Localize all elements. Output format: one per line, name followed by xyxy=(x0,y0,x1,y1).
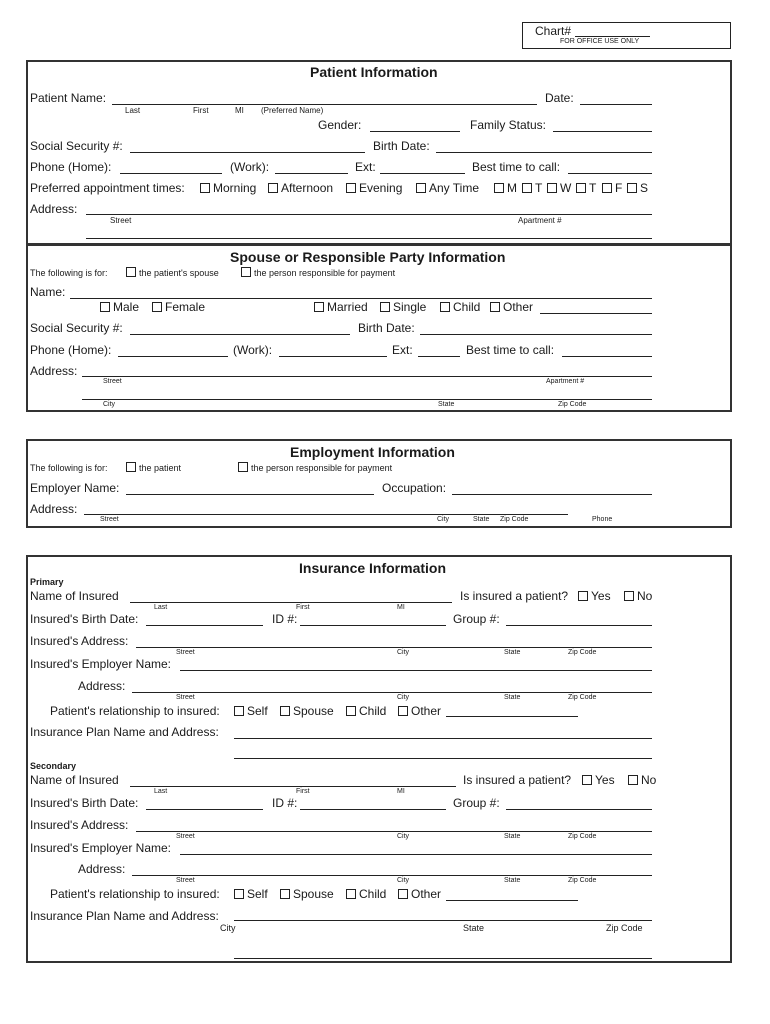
patient-name-label: Patient Name: xyxy=(30,91,107,105)
spouse-option-checkbox[interactable] xyxy=(126,267,136,277)
spouse-ssn-field[interactable] xyxy=(130,334,350,335)
morning-option[interactable] xyxy=(200,181,256,195)
any-time-label: Any Time xyxy=(429,181,480,195)
secondary-address-label: Insured's Address: xyxy=(30,818,129,832)
spouse-phone-work-label: (Work): xyxy=(233,343,273,357)
employment-patient-checkbox[interactable] xyxy=(126,462,136,472)
female-label: Female xyxy=(165,300,206,314)
family-status-field[interactable] xyxy=(553,131,652,132)
spouse-birth-date-label: Birth Date: xyxy=(358,321,415,335)
day-s-checkbox[interactable] xyxy=(627,183,637,193)
secondary-state-caption: State xyxy=(504,833,521,840)
primary-group-field[interactable] xyxy=(506,625,652,626)
afternoon-label: Afternoon xyxy=(281,181,334,195)
primary-group-label: Group #: xyxy=(453,612,500,626)
primary-employer-address-field[interactable] xyxy=(132,692,652,693)
child-checkbox[interactable] xyxy=(440,302,450,312)
single-checkbox[interactable] xyxy=(380,302,390,312)
female-checkbox[interactable] xyxy=(152,302,162,312)
single-option[interactable] xyxy=(380,300,426,314)
gender-label: Gender: xyxy=(318,118,362,132)
secondary-street-caption: Street xyxy=(176,833,195,840)
secondary-plan-label: Insurance Plan Name and Address: xyxy=(30,909,219,923)
secondary-address-field[interactable] xyxy=(136,831,652,832)
primary-employer-name-field[interactable] xyxy=(180,670,652,671)
female-option[interactable] xyxy=(152,300,205,314)
secondary-employer-name-label: Insured's Employer Name: xyxy=(30,841,172,855)
payment-option-checkbox[interactable] xyxy=(241,267,251,277)
secondary-plan-field[interactable] xyxy=(234,920,652,921)
secondary-group-field[interactable] xyxy=(506,809,652,810)
date-label: Date: xyxy=(545,91,574,105)
employment-state-caption: State xyxy=(473,516,490,523)
spouse-name-label: Name: xyxy=(30,285,66,299)
secondary-self-label: Self xyxy=(247,887,268,901)
ssn-label: Social Security #: xyxy=(30,139,123,153)
secondary-no-checkbox[interactable] xyxy=(628,775,638,785)
patient-address-label: Address: xyxy=(30,202,78,216)
day-t2-label: T xyxy=(589,181,597,195)
any-time-option[interactable] xyxy=(416,181,479,195)
primary-other-option[interactable] xyxy=(398,704,441,718)
chart-number-field[interactable] xyxy=(575,36,650,37)
preferred-times-label: Preferred appointment times: xyxy=(30,181,185,195)
other-field[interactable] xyxy=(540,313,652,314)
secondary-plan-state-caption: State xyxy=(463,923,485,933)
primary-address-label: Insured's Address: xyxy=(30,634,129,648)
secondary-no-label: No xyxy=(641,773,657,787)
secondary-is-patient-label: Is insured a patient? xyxy=(463,773,572,787)
primary-no-checkbox[interactable] xyxy=(624,591,634,601)
secondary-employer-address-field[interactable] xyxy=(132,875,652,876)
secondary-mi-caption: MI xyxy=(397,788,405,795)
primary-spouse-option[interactable] xyxy=(280,704,334,718)
secondary-child-checkbox[interactable] xyxy=(346,889,356,899)
day-t1-label: T xyxy=(535,181,543,195)
spouse-street-caption: Street xyxy=(103,378,122,385)
primary-zip-caption: Zip Code xyxy=(568,649,597,656)
child-label: Child xyxy=(453,300,481,314)
spouse-name-field[interactable] xyxy=(70,298,652,299)
spouse-zip-caption: Zip Code xyxy=(558,401,587,408)
primary-employer-state-caption: State xyxy=(504,694,521,701)
patient-address-line2[interactable] xyxy=(86,238,652,239)
spouse-ext-field[interactable] xyxy=(418,356,460,357)
spouse-state-caption: State xyxy=(438,401,455,408)
day-t1-option[interactable] xyxy=(522,181,542,195)
last-caption: Last xyxy=(125,106,141,115)
ext-field[interactable] xyxy=(380,173,465,174)
secondary-plan-field-line2[interactable] xyxy=(234,958,652,959)
secondary-name-insured-field[interactable] xyxy=(130,786,456,787)
secondary-birth-date-field[interactable] xyxy=(146,809,263,810)
primary-name-insured-field[interactable] xyxy=(130,602,452,603)
employment-following-label: The following is for: xyxy=(30,463,108,473)
ssn-field[interactable] xyxy=(130,152,365,153)
phone-home-field[interactable] xyxy=(120,173,222,174)
primary-other-label: Other xyxy=(411,704,442,718)
day-w-checkbox[interactable] xyxy=(547,183,557,193)
primary-street-caption: Street xyxy=(176,649,195,656)
primary-state-caption: State xyxy=(504,649,521,656)
primary-address-field[interactable] xyxy=(136,647,652,648)
primary-yes-option[interactable] xyxy=(578,589,611,603)
spouse-following-label: The following is for: xyxy=(30,268,108,278)
evening-label: Evening xyxy=(359,181,403,195)
primary-other-checkbox[interactable] xyxy=(398,706,408,716)
employment-option-payment[interactable] xyxy=(238,462,392,473)
secondary-zip-caption: Zip Code xyxy=(568,833,597,840)
secondary-plan-city-caption: City xyxy=(220,923,236,933)
secondary-city-caption: City xyxy=(397,833,410,840)
insurance-section-title: Insurance Information xyxy=(299,560,447,576)
mi-caption: MI xyxy=(235,106,244,115)
secondary-yes-option[interactable] xyxy=(582,773,615,787)
primary-no-option[interactable] xyxy=(624,589,652,603)
spouse-phone-home-field[interactable] xyxy=(118,356,228,357)
preferred-name-caption: (Preferred Name) xyxy=(261,106,324,115)
day-s-option[interactable] xyxy=(627,181,648,195)
primary-employer-street-caption: Street xyxy=(176,694,195,701)
employment-payment-checkbox[interactable] xyxy=(238,462,248,472)
primary-relationship-label: Patient's relationship to insured: xyxy=(50,704,220,718)
spouse-apartment-caption: Apartment # xyxy=(546,378,585,385)
patient-address-field[interactable] xyxy=(86,214,652,215)
spouse-option-spouse[interactable] xyxy=(126,267,219,278)
primary-child-option[interactable] xyxy=(346,704,386,718)
secondary-employer-street-caption: Street xyxy=(176,877,195,884)
primary-id-field[interactable] xyxy=(300,625,446,626)
married-option[interactable] xyxy=(314,300,368,314)
primary-self-label: Self xyxy=(247,704,268,718)
employment-section-title: Employment Information xyxy=(290,444,455,460)
date-field[interactable] xyxy=(580,104,652,105)
secondary-group-label: Group #: xyxy=(453,796,500,810)
day-f-checkbox[interactable] xyxy=(602,183,612,193)
employment-city-caption: City xyxy=(437,516,450,523)
employment-zip-caption: Zip Code xyxy=(500,516,529,523)
primary-plan-label: Insurance Plan Name and Address: xyxy=(30,725,219,739)
best-time-label: Best time to call: xyxy=(472,160,561,174)
spouse-birth-date-field[interactable] xyxy=(420,334,652,335)
employer-name-label: Employer Name: xyxy=(30,481,120,495)
primary-is-patient-label: Is insured a patient? xyxy=(460,589,569,603)
secondary-spouse-option[interactable] xyxy=(280,887,334,901)
primary-spouse-checkbox[interactable] xyxy=(280,706,290,716)
employment-payment-label: the person responsible for payment xyxy=(251,463,393,473)
single-label: Single xyxy=(393,300,427,314)
male-option[interactable] xyxy=(100,300,139,314)
day-w-option[interactable] xyxy=(547,181,571,195)
day-m-option[interactable] xyxy=(494,181,517,195)
secondary-spouse-checkbox[interactable] xyxy=(280,889,290,899)
secondary-first-caption: First xyxy=(296,788,310,795)
payment-option-label: the person responsible for payment xyxy=(254,268,396,278)
primary-birth-date-label: Insured's Birth Date: xyxy=(30,612,139,626)
birth-date-field[interactable] xyxy=(436,152,652,153)
spouse-phone-home-label: Phone (Home): xyxy=(30,343,112,357)
primary-employer-name-label: Insured's Employer Name: xyxy=(30,657,172,671)
ext-label: Ext: xyxy=(355,160,376,174)
evening-checkbox[interactable] xyxy=(346,183,356,193)
employment-address-label: Address: xyxy=(30,502,78,516)
apartment-caption: Apartment # xyxy=(518,216,562,225)
other-checkbox[interactable] xyxy=(490,302,500,312)
primary-name-insured-label: Name of Insured xyxy=(30,589,119,603)
primary-plan-field-line2[interactable] xyxy=(234,758,652,759)
spouse-ssn-label: Social Security #: xyxy=(30,321,123,335)
morning-label: Morning xyxy=(213,181,257,195)
secondary-spouse-label: Spouse xyxy=(293,887,334,901)
afternoon-option[interactable] xyxy=(268,181,333,195)
family-status-label: Family Status: xyxy=(470,118,547,132)
primary-city-caption: City xyxy=(397,649,410,656)
secondary-child-label: Child xyxy=(359,887,387,901)
primary-employer-address-label: Address: xyxy=(78,679,126,693)
married-label: Married xyxy=(327,300,368,314)
secondary-birth-date-label: Insured's Birth Date: xyxy=(30,796,139,810)
day-t2-checkbox[interactable] xyxy=(576,183,586,193)
day-t1-checkbox[interactable] xyxy=(522,183,532,193)
phone-work-label: (Work): xyxy=(230,160,270,174)
employment-phone-caption: Phone xyxy=(592,516,613,523)
employment-patient-label: the patient xyxy=(139,463,182,473)
other-option[interactable] xyxy=(490,300,533,314)
male-checkbox[interactable] xyxy=(100,302,110,312)
patient-name-field[interactable] xyxy=(112,104,537,105)
primary-plan-field[interactable] xyxy=(234,738,652,739)
phone-work-field[interactable] xyxy=(275,173,348,174)
secondary-employer-name-field[interactable] xyxy=(180,854,652,855)
male-label: Male xyxy=(113,300,140,314)
afternoon-checkbox[interactable] xyxy=(268,183,278,193)
day-m-checkbox[interactable] xyxy=(494,183,504,193)
secondary-employer-state-caption: State xyxy=(504,877,521,884)
day-f-label: F xyxy=(615,181,623,195)
primary-last-caption: Last xyxy=(154,604,168,611)
child-option[interactable] xyxy=(440,300,480,314)
spouse-phone-work-field[interactable] xyxy=(279,356,387,357)
other-label: Other xyxy=(503,300,534,314)
evening-option[interactable] xyxy=(346,181,402,195)
primary-first-caption: First xyxy=(296,604,310,611)
any-time-checkbox[interactable] xyxy=(416,183,426,193)
employer-name-field[interactable] xyxy=(126,494,374,495)
primary-child-label: Child xyxy=(359,704,387,718)
employment-address-field[interactable] xyxy=(84,514,568,515)
primary-other-field[interactable] xyxy=(446,716,578,717)
secondary-employer-city-caption: City xyxy=(397,877,410,884)
street-caption: Street xyxy=(110,216,132,225)
chart-number-label: Chart# xyxy=(535,24,572,38)
secondary-other-field[interactable] xyxy=(446,900,578,901)
day-w-label: W xyxy=(560,181,572,195)
spouse-option-payment[interactable] xyxy=(241,267,395,278)
spouse-section-title: Spouse or Responsible Party Information xyxy=(230,249,506,265)
morning-checkbox[interactable] xyxy=(200,183,210,193)
primary-no-label: No xyxy=(637,589,653,603)
day-f-option[interactable] xyxy=(602,181,622,195)
primary-birth-date-field[interactable] xyxy=(146,625,263,626)
employment-street-caption: Street xyxy=(100,516,119,523)
spouse-address-field[interactable] xyxy=(82,376,652,377)
spouse-option-label: the patient's spouse xyxy=(139,268,219,278)
secondary-other-label: Other xyxy=(411,887,442,901)
secondary-name-insured-label: Name of Insured xyxy=(30,773,119,787)
secondary-employer-zip-caption: Zip Code xyxy=(568,877,597,884)
primary-child-checkbox[interactable] xyxy=(346,706,356,716)
secondary-relationship-label: Patient's relationship to insured: xyxy=(50,887,220,901)
day-t2-option[interactable] xyxy=(576,181,596,195)
primary-yes-label: Yes xyxy=(591,589,611,603)
best-time-field[interactable] xyxy=(568,173,652,174)
secondary-no-option[interactable] xyxy=(628,773,656,787)
occupation-label: Occupation: xyxy=(382,481,447,495)
birth-date-label: Birth Date: xyxy=(373,139,430,153)
secondary-last-caption: Last xyxy=(154,788,168,795)
secondary-id-label: ID #: xyxy=(272,796,298,810)
spouse-address-label: Address: xyxy=(30,364,78,378)
spouse-ext-label: Ext: xyxy=(392,343,413,357)
secondary-self-checkbox[interactable] xyxy=(234,889,244,899)
occupation-field[interactable] xyxy=(452,494,652,495)
phone-home-label: Phone (Home): xyxy=(30,160,112,174)
primary-self-option[interactable] xyxy=(234,704,268,718)
secondary-yes-label: Yes xyxy=(595,773,615,787)
primary-id-label: ID #: xyxy=(272,612,298,626)
secondary-plan-zip-caption: Zip Code xyxy=(606,923,643,933)
primary-mi-caption: MI xyxy=(397,604,405,611)
patient-section-title: Patient Information xyxy=(310,64,438,80)
day-m-label: M xyxy=(507,181,517,195)
secondary-yes-checkbox[interactable] xyxy=(582,775,592,785)
secondary-child-option[interactable] xyxy=(346,887,386,901)
secondary-self-option[interactable] xyxy=(234,887,268,901)
primary-yes-checkbox[interactable] xyxy=(578,591,588,601)
secondary-employer-address-label: Address: xyxy=(78,862,126,876)
office-use-note: FOR OFFICE USE ONLY xyxy=(560,38,640,45)
first-caption: First xyxy=(193,106,209,115)
secondary-id-field[interactable] xyxy=(300,809,446,810)
day-s-label: S xyxy=(640,181,649,195)
primary-self-checkbox[interactable] xyxy=(234,706,244,716)
married-checkbox[interactable] xyxy=(314,302,324,312)
spouse-city-caption: City xyxy=(103,401,116,408)
employment-option-patient[interactable] xyxy=(126,462,181,473)
primary-employer-zip-caption: Zip Code xyxy=(568,694,597,701)
spouse-city-state-zip-field[interactable] xyxy=(82,399,652,400)
secondary-other-checkbox[interactable] xyxy=(398,889,408,899)
primary-heading: Primary xyxy=(30,577,64,587)
spouse-best-time-label: Best time to call: xyxy=(466,343,555,357)
primary-employer-city-caption: City xyxy=(397,694,410,701)
spouse-best-time-field[interactable] xyxy=(562,356,652,357)
gender-field[interactable] xyxy=(370,131,460,132)
primary-spouse-label: Spouse xyxy=(293,704,334,718)
secondary-heading: Secondary xyxy=(30,761,77,771)
secondary-other-option[interactable] xyxy=(398,887,441,901)
